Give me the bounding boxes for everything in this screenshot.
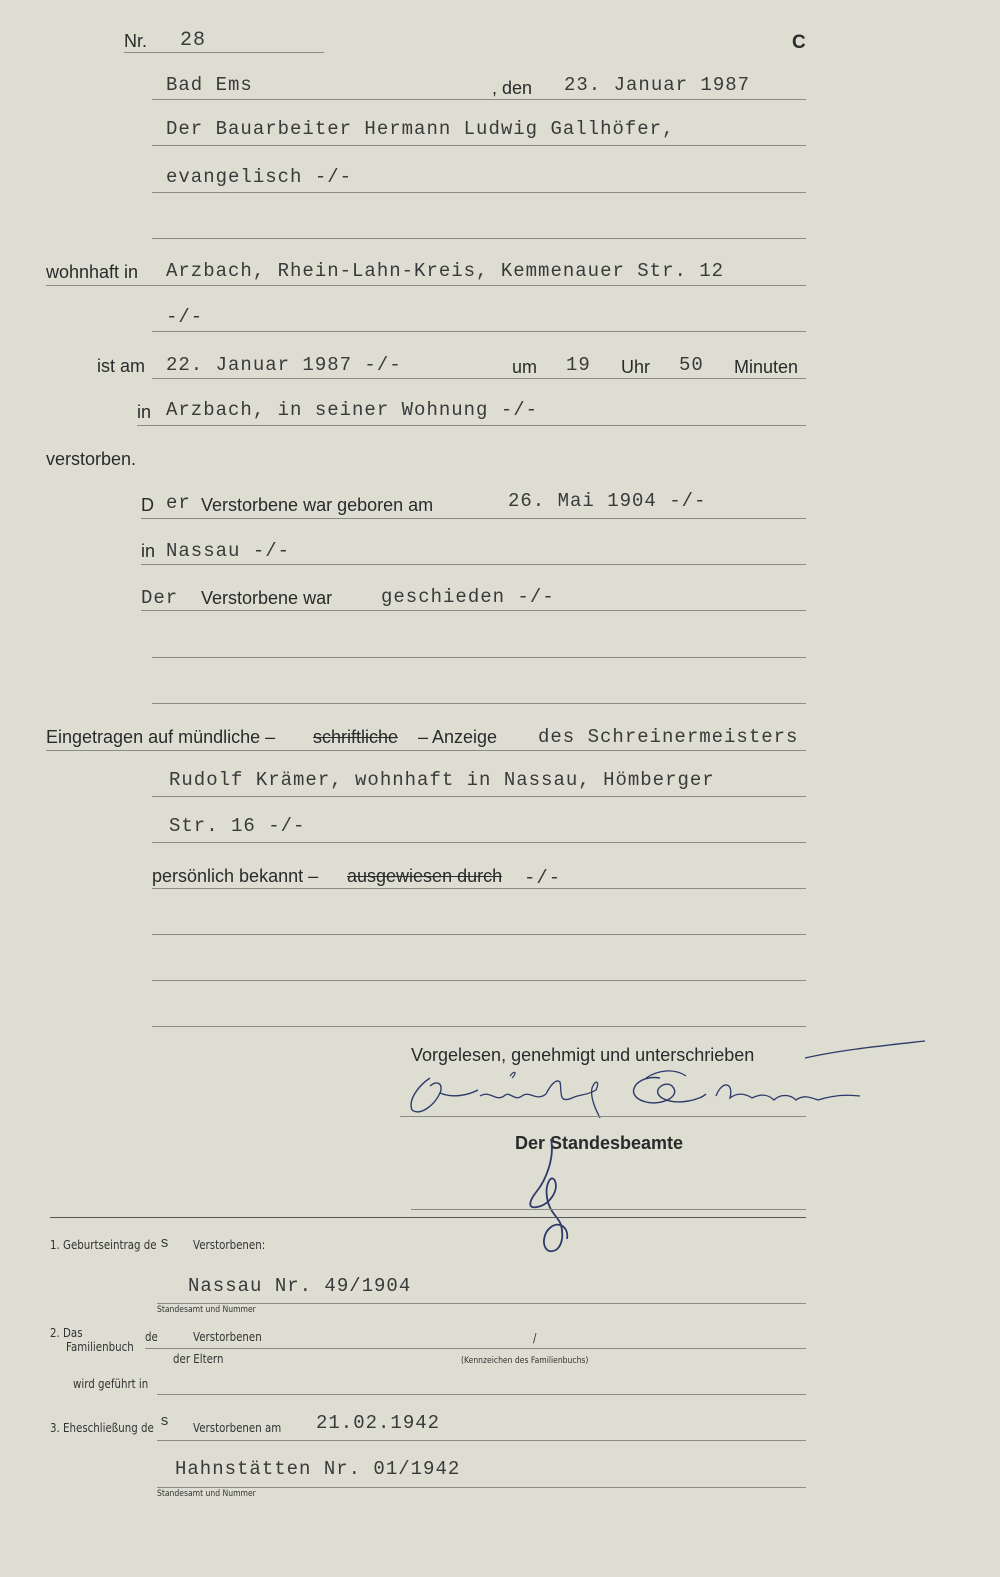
registration-label-struck: schriftliche (313, 727, 399, 747)
birth-date-value: 26. Mai 1904 -/- (508, 490, 707, 512)
note2-number: 2. Das (50, 1325, 83, 1340)
known-label-struck: ausgewiesen durch (347, 866, 503, 886)
death-date-value: 22. Januar 1987 -/- (166, 354, 402, 376)
death-place-label: in (137, 402, 152, 422)
known-value: -/- (524, 867, 562, 889)
note3-caption: Standesamt und Nummer (157, 1489, 256, 1499)
verstorben-label: verstorben. (46, 449, 137, 469)
residence-label: wohnhaft in (46, 262, 139, 282)
note3-underline-1 (157, 1440, 806, 1441)
nr-underline (124, 52, 324, 53)
registration-label-end: – Anzeige (418, 727, 498, 747)
note3-typed: s (160, 1413, 171, 1430)
blank-underline-4 (152, 980, 806, 981)
note2-underline-2 (157, 1394, 806, 1395)
residence-value-1: Arzbach, Rhein-Lahn-Kreis, Kemmenauer Str. 12 (166, 260, 725, 282)
nr-label: Nr. (124, 31, 148, 51)
note3-label2: Verstorbenen am (193, 1420, 282, 1435)
person-line1: Der Bauarbeiter Hermann Ludwig Gallhöfer, (166, 118, 675, 140)
note2-de: de (145, 1329, 158, 1344)
birth-place-value: Nassau -/- (166, 540, 291, 562)
death-place-value: Arzbach, in seiner Wohnung -/- (166, 399, 539, 421)
informant-signature (400, 1038, 940, 1128)
informant-line3: Str. 16 -/- (169, 815, 306, 837)
informant-line2: Rudolf Krämer, wohnhaft in Nassau, Hömberger (169, 769, 715, 791)
note2-option-deceased: Verstorbenen (193, 1329, 262, 1344)
form-letter: C (792, 32, 806, 53)
death-place-underline (137, 425, 806, 426)
marital-label: Verstorbene war (201, 588, 333, 608)
birth-place-underline (141, 564, 806, 565)
death-time-label: um (512, 357, 538, 377)
official-signature (515, 1135, 585, 1260)
note3-label: 3. Eheschließung de (50, 1420, 154, 1435)
person-underline-2 (152, 192, 806, 193)
registration-underline-2 (152, 796, 806, 797)
marital-value: geschieden -/- (381, 586, 555, 608)
birth-place-label: in (141, 541, 156, 561)
death-minutes-value: 50 (679, 354, 704, 376)
note1-underline (157, 1303, 806, 1304)
blank-underline-3 (152, 934, 806, 935)
place-underline (152, 99, 806, 100)
residence-underline-1 (46, 285, 806, 286)
notes-divider (50, 1217, 806, 1218)
note1-label: 1. Geburtseintrag de (50, 1237, 157, 1252)
person-line2: evangelisch -/- (166, 166, 353, 188)
signature-underline-2 (411, 1209, 806, 1210)
death-hour-value: 19 (566, 354, 591, 376)
note2-underline-1 (145, 1348, 806, 1349)
note2-slash: / (533, 1330, 537, 1345)
date-label: , den (492, 78, 533, 98)
note3-value: Hahnstätten Nr. 01/1942 (175, 1458, 461, 1480)
note1-label2: Verstorbenen: (193, 1237, 266, 1252)
official-label: Der Standesbeamte (515, 1133, 684, 1153)
note3-underline-2 (157, 1487, 806, 1488)
birth-label: Verstorbene war geboren am (201, 495, 434, 515)
registration-underline-1 (46, 750, 806, 751)
death-hour-label: Uhr (621, 357, 651, 377)
person-underline-3 (152, 238, 806, 239)
birth-date-underline (141, 518, 806, 519)
death-date-underline (152, 378, 806, 379)
registration-label-start: Eingetragen auf mündliche – (46, 727, 276, 747)
note1-caption: Standesamt und Nummer (157, 1305, 256, 1315)
place-value: Bad Ems (166, 74, 253, 96)
death-minutes-label: Minuten (734, 357, 799, 377)
signature-underline-1 (400, 1116, 806, 1117)
residence-underline-2 (152, 331, 806, 332)
nr-value: 28 (180, 29, 207, 52)
note1-typed: s (160, 1235, 171, 1252)
residence-value-2: -/- (166, 306, 204, 328)
birth-label-typed: er (166, 492, 191, 514)
note1-value: Nassau Nr. 49/1904 (188, 1275, 412, 1297)
marital-underline (141, 610, 806, 611)
known-underline (152, 888, 806, 889)
note2-caption: (Kennzeichen des Familienbuchs) (461, 1356, 589, 1366)
date-value: 23. Januar 1987 (564, 74, 751, 96)
death-date-label: ist am (97, 356, 146, 376)
blank-underline-5 (152, 1026, 806, 1027)
blank-underline-2 (152, 703, 806, 704)
note2-option-parents: der Eltern (173, 1351, 224, 1366)
registration-underline-3 (152, 842, 806, 843)
birth-label-prefix: D (141, 495, 154, 515)
blank-underline-1 (152, 657, 806, 658)
marital-label-typed: Der (141, 587, 179, 609)
note3-date: 21.02.1942 (316, 1412, 441, 1434)
read-approved-label: Vorgelesen, genehmigt und unterschrieben (411, 1045, 755, 1065)
known-label: persönlich bekannt – (152, 866, 319, 886)
note2-label: Familienbuch (66, 1339, 134, 1354)
informant-line1: des Schreinermeisters (538, 726, 799, 748)
note2-label3: wird geführt in (73, 1376, 149, 1391)
person-underline-1 (152, 145, 806, 146)
